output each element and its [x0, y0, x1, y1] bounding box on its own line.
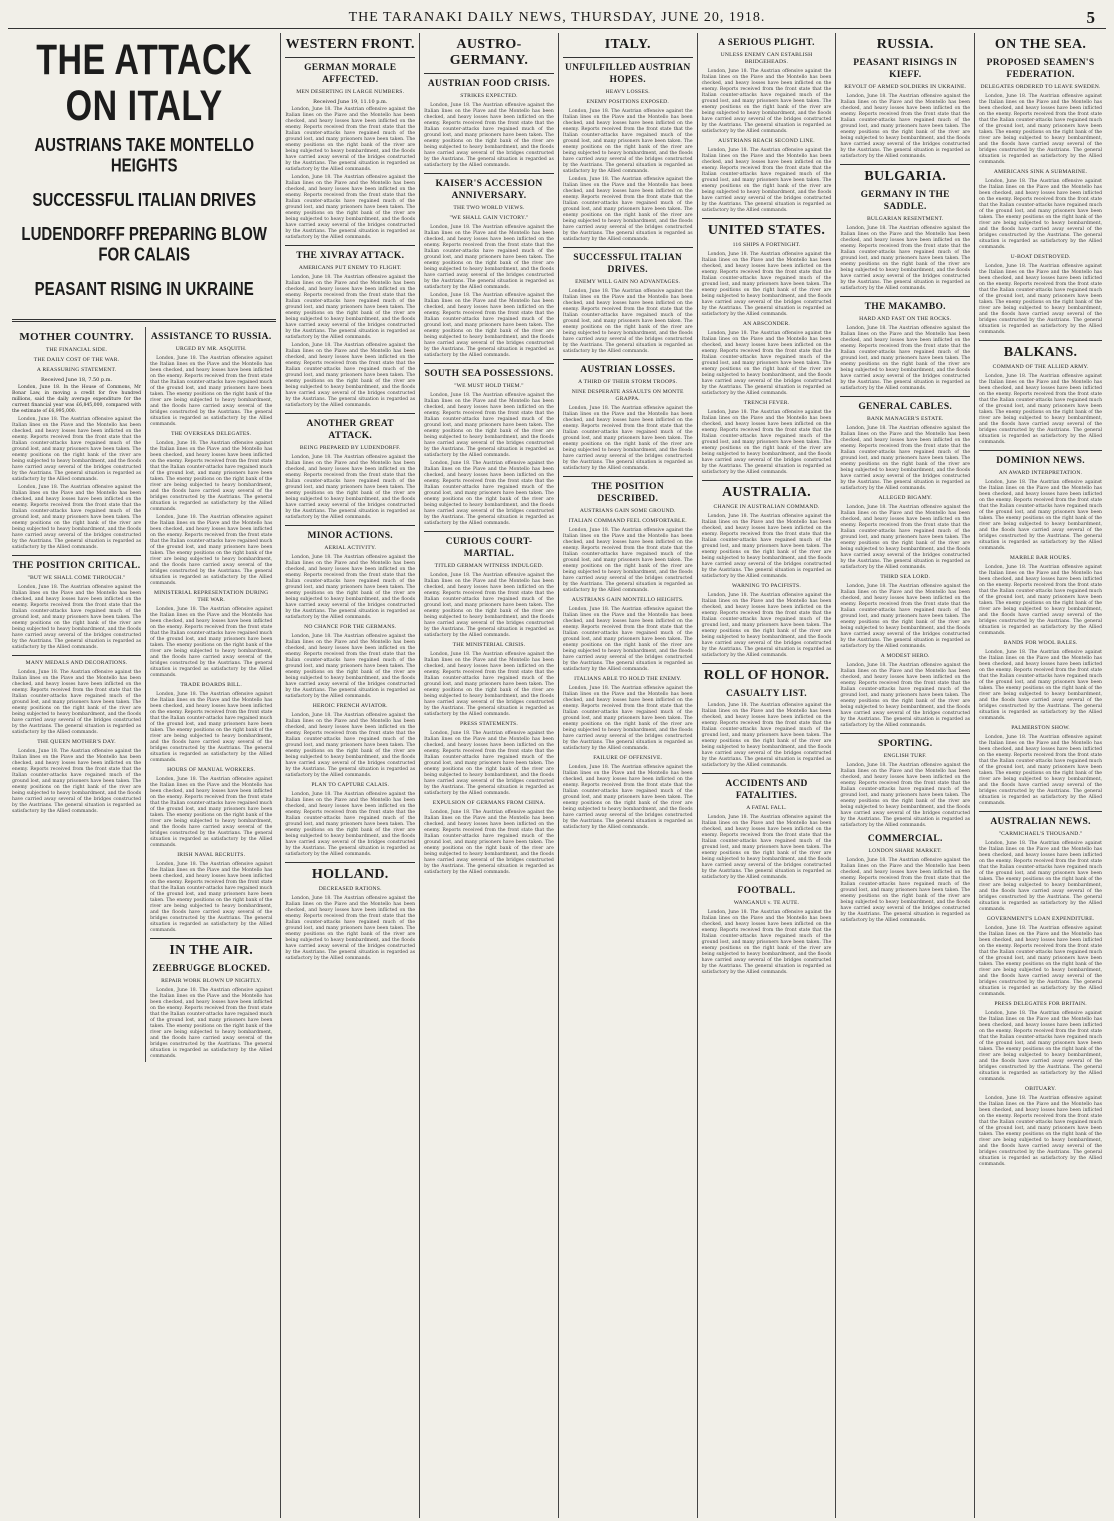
heading-seamens-federation: PROPOSED SEAMEN'S FEDERATION.: [986, 58, 1095, 80]
article-text: London, June 18. The Austrian offensive against the Italian lines on the Piave and the Montello has been checked, and heavy losses have been inflicted on the enemy. Reports received from the front state that the Italian counter-attacks have regained much of the ground lost, and many prisoners have been taken. The enemy positions on the right bank of the river are being subjected to heavy bombardment, and the floods have carried away several of the bridges constructed by the Austrians. The general situation is regarded as satisfactory by the Allied commands.: [285, 555, 416, 620]
column-mother-country: [12, 327, 146, 1062]
article-text: London, June 18. The Austrian offensive against the Italian lines on the Piave and the Montello has been checked, and heavy losses have been inflicted on the enemy. Reports received from the front state that the Italian counter-attacks have regained much of the ground lost, and many prisoners have been taken. The enemy positions on the right bank of the river are being subjected to heavy bombardment, and the floods have carried away several of the bridges constructed by the Austrians. The general situation is regarded as satisfactory by the Allied commands.: [562, 607, 693, 672]
column-on-the-sea: [975, 33, 1106, 1518]
sub-heroic: HEROIC FRENCH AVIATOR.: [312, 703, 388, 709]
section-balkans: BALKANS.: [1003, 345, 1078, 360]
heading-accidents: ACCIDENTS AND FATALITIES.: [725, 779, 808, 801]
sub-victory: "WE SHALL GAIN VICTORY.": [449, 215, 529, 221]
sub-overseas: THE OVERSEAS DELEGATES.: [171, 430, 252, 437]
article-text: London, June 18. The Austrian offensive against the Italian lines on the Piave and the Montello has been checked, and heavy losses have been inflicted on the enemy. Reports received from the front state that the Italian counter-attacks have regained much of the ground lost, and many prisoners have been taken. The enemy positions on the right bank of the river are being subjected to heavy bombardment, and the floods have carried away several of the bridges constructed by the Austrians. The general situation is regarded as satisfactory by the Allied commands.: [285, 455, 416, 520]
sub-gain-heights: AUSTRIANS GAIN MONTELLO HEIGHTS.: [571, 597, 684, 603]
heading-australian-news: AUSTRALIAN NEWS.: [990, 817, 1091, 827]
sub-no-chance: NO CHANCE FOR THE GERMANS.: [304, 624, 397, 630]
sub-third-sea-lord: THIRD SEA LORD.: [880, 574, 931, 580]
article-text: London, June 18. The Austrian offensive against the Italian lines on the Piave and the Montello has been checked, and heavy losses have been inflicted on the enemy. Reports received from the front state that the Italian counter-attacks have regained much of the ground lost, and many prisoners have been taken. The enemy positions on the right bank of the river are being subjected to heavy bombardment, and the floods have carried away several of the bridges constructed by the Austrians. The general situation is regarded as satisfactory by the Allied commands.: [840, 426, 971, 491]
masthead-title: THE TARANAKI DAILY NEWS, THURSDAY, JUNE 20, 1918.: [348, 10, 766, 25]
dateline: Received June 19, 11.10 p.m.: [313, 99, 388, 105]
sub-palmerston: PALMERSTON SHOW.: [1011, 725, 1070, 731]
article-text: London, June 18. The Austrian offensive against the Italian lines on the Piave and the Montello has been checked, and heavy losses have been inflicted on the enemy. Reports received from the front state that the Italian counter-attacks have regained much of the ground lost, and many prisoners have been taken. The enemy positions on the right bank of the river are being subjected to heavy bombardment, and the floods have carried away several of the bridges constructed by the Austrians. The general situation is regarded as satisfactory by the Allied commands.: [701, 593, 832, 658]
sub-ships: 116 SHIPS A FORTNIGHT.: [732, 242, 801, 248]
article-text: London, June 18. The Austrian offensive against the Italian lines on the Piave and the Montello has been checked, and heavy losses have been inflicted on the enemy. Reports received from the front state that the Italian counter-attacks have regained much of the ground lost, and many prisoners have been taken. The enemy positions on the right bank of the river are being subjected to heavy bombardment, and the floods have carried away several of the bridges constructed by the Austrians. The general situation is regarded as satisfactory by the Allied commands.: [840, 663, 971, 728]
sub-decreased-rations: DECREASED RATIONS.: [318, 886, 382, 892]
article-text: London, June 18. The Austrian offensive against the Italian lines on the Piave and the Montello has been checked, and heavy losses have been inflicted on the enemy. Reports received from the front state that the Italian counter-attacks have regained much of the ground lost, and many prisoners have been taken. The enemy positions on the right bank of the river are being subjected to heavy bombardment, and the floods have carried away several of the bridges constructed by the Austrians. The general situation is regarded as satisfactory by the Allied commands.: [12, 748, 142, 814]
sub-ludendorff: BEING PREPARED BY LUDENDORFF.: [299, 445, 401, 451]
column-russia: [836, 33, 975, 1518]
sub-command: COMMAND OF THE ALLIED ARMY.: [992, 364, 1089, 370]
article-text: London, June 18. The Austrian offensive against the Italian lines on the Piave and the Montello has been checked, and heavy losses have been inflicted on the enemy. Reports received from the front state that the Italian counter-attacks have regained much of the ground lost, and many prisoners have been taken. The enemy positions on the right bank of the river are being subjected to heavy bombardment, and the floods have carried away several of the bridges constructed by the Austrians. The general situation is regarded as satisfactory by the Allied commands.: [979, 94, 1103, 165]
article-text: London, June 18. The Austrian offensive against the Italian lines on the Piave and the Montello has been checked, and heavy losses have been inflicted on the enemy. Reports received from the front state that the Italian counter-attacks have regained much of the ground lost, and many prisoners have been taken. The enemy positions on the right bank of the river are being subjected to heavy bombardment, and the floods have carried away several of the bridges constructed by the Austrians. The general situation is regarded as satisfactory by the Allied commands.: [285, 792, 416, 857]
sub-enemy-positions: ENEMY POSITIONS EXPOSED.: [586, 99, 669, 105]
article-text: London, June 18. The Austrian offensive against the Italian lines on the Piave and the Montello has been checked, and heavy losses have been inflicted on the enemy. Reports received from the front state that the Italian counter-attacks have regained much of the ground lost, and many prisoners have been taken. The enemy positions on the right bank of the river are being subjected to heavy bombardment, and the floods have carried away several of the bridges constructed by the Austrians. The general situation is regarded as satisfactory by the Allied commands.: [150, 514, 273, 586]
article-text: London, June 18. The Austrian offensive against the Italian lines on the Piave and the Montello has been checked, and heavy losses have been inflicted on the enemy. Reports received from the front state that the Italian counter-attacks have regained much of the ground lost, and many prisoners have been taken. The enemy positions on the right bank of the river are being subjected to heavy bombardment, and the floods have carried away several of the bridges constructed by the Austrians. The general situation is regarded as satisfactory by the Allied commands.: [840, 94, 971, 159]
sub-men-deserting: MEN DESERTING IN LARGE NUMBERS.: [296, 89, 405, 95]
section-on-the-sea: ON THE SEA.: [994, 37, 1087, 52]
sub-enemy-advantages: ENEMY WILL GAIN NO ADVANTAGES.: [575, 279, 681, 285]
sub-absconder: AN ABSCONDER.: [742, 321, 790, 327]
sub-second-line: AUSTRIANS REACH SECOND LINE.: [718, 138, 815, 144]
article-text: London, June 18. The Austrian offensive against the Italian lines on the Piave and the Montello has been checked, and heavy losses have been inflicted on the enemy. Reports received from the front state that the Italian counter-attacks have regained much of the ground lost, and many prisoners have been taken. The enemy positions on the right bank of the river are being subjected to heavy bombardment, and the floods have carried away several of the bridges constructed by the Austrians. The general situation is regarded as satisfactory by the Allied commands.: [979, 565, 1103, 636]
heading-austrian-losses: AUSTRIAN LOSSES.: [580, 365, 676, 375]
article-text: London, June 18. The Austrian offensive against the Italian lines on the Piave and the Montello has been checked, and heavy losses have been inflicted on the enemy. Reports received from the front state that the Italian counter-attacks have regained much of the ground lost, and many prisoners have been taken. The enemy positions on the right bank of the river are being subjected to heavy bombardment, and the floods have carried away several of the bridges constructed by the Austrians. The general situation is regarded as satisfactory by the Allied commands.: [424, 810, 554, 875]
column-serious-plight: [698, 33, 837, 1518]
heading-food-crisis: AUSTRIAN FOOD CRISIS.: [427, 79, 551, 89]
sub-third: A THIRD OF THEIR STORM TROOPS.: [578, 379, 678, 385]
dateline: Received June 18, 7.50 p.m.: [41, 376, 113, 383]
heading-kaiser: KAISER'S ACCESSION ANNIVERSARY.: [435, 179, 543, 201]
sub-bigamy: ALLEGED BIGAMY.: [878, 495, 933, 501]
sub-able-hold: ITALIANS ABLE TO HOLD THE ENEMY.: [574, 676, 682, 682]
sub-hold-them: "WE MUST HOLD THEM.": [454, 383, 524, 389]
sub-obituary: OBITUARY.: [1025, 1086, 1057, 1092]
article-text: London, June 18. The Austrian offensive against the Italian lines on the Piave and the Montello has been checked, and heavy losses have been inflicted on the enemy. Reports received from the front state that the Italian counter-attacks have regained much of the ground lost, and many prisoners have been taken. The enemy positions on the right bank of the river are being subjected to heavy bombardment, and the floods have carried away several of the bridges constructed by the Austrians. The general situation is regarded as satisfactory by the Allied commands.: [840, 858, 971, 923]
heading-commercial: COMMERCIAL.: [867, 834, 943, 844]
sub-uboat-destroyed: U-BOAT DESTROYED.: [1010, 254, 1071, 260]
article-text: London, June 18. The Austrian offensive against the Italian lines on the Piave and the Montello has been checked, and heavy losses have been inflicted on the enemy. Reports received from the front state that the Italian counter-attacks have regained much of the ground lost, and many prisoners have been taken. The enemy positions on the right bank of the river are being subjected to heavy bombardment, and the floods have carried away several of the bridges constructed by the Austrians. The general situation is regarded as satisfactory by the Allied commands.: [12, 416, 142, 482]
sub-resentment: BULGARIAN RESENTMENT.: [866, 216, 944, 222]
heading-german-morale: GERMAN MORALE AFFECTED.: [304, 63, 397, 85]
article-text: London, June 18. The Austrian offensive against the Italian lines on the Piave and the Montello has been checked, and heavy losses have been inflicted on the enemy. Reports received from the front state that the Italian counter-attacks have regained much of the ground lost, and many prisoners have been taken. The enemy positions on the right bank of the river are being subjected to heavy bombardment, and the floods have carried away several of the bridges constructed by the Austrians. The general situation is regarded as satisfactory by the Allied commands.: [150, 691, 273, 763]
article-text: London, June 18. The Austrian offensive against the Italian lines on the Piave and the Montello has been checked, and heavy losses have been inflicted on the enemy. Reports received from the front state that the Italian counter-attacks have regained much of the ground lost, and many prisoners have been taken. The enemy positions on the right bank of the river are being subjected to heavy bombardment, and the floods have carried away several of the bridges constructed by the Austrians. The general situation is regarded as satisfactory by the Allied commands.: [285, 175, 416, 240]
sub-repair: REPAIR WORK BLOWN UP NIGHTLY.: [161, 977, 262, 984]
article-text: London, June 18. The Austrian offensive against the Italian lines on the Piave and the Montello has been checked, and heavy losses have been inflicted on the enemy. Reports received from the front state that the Italian counter-attacks have regained much of the ground lost, and many prisoners have been taken. The enemy positions on the right bank of the river are being subjected to heavy bombardment, and the floods have carried away several of the bridges constructed by the Austrians. The general situation is regarded as satisfactory by the Allied commands.: [701, 148, 832, 213]
sub-medals: MANY MEDALS AND DECORATIONS.: [25, 659, 128, 666]
sub-marble-bar: MARBLE BAR HOURS.: [1009, 555, 1072, 561]
sub-trench-fever: TRENCH FEVER.: [743, 400, 790, 406]
sub-delegates-sweden: DELEGATES ORDERED TO LEAVE SWEDEN.: [980, 84, 1101, 90]
article-text: London, June 18. The Austrian offensive against the Italian lines on the Piave and the Montello has been checked, and heavy losses have been inflicted on the enemy. Reports received from the front state that the Italian counter-attacks have regained much of the ground lost, and many prisoners have been taken. The enemy positions on the right bank of the river are being subjected to heavy bombardment, and the floods have carried away several of the bridges constructed by the Austrians. The general situation is regarded as satisfactory by the Allied commands.: [701, 514, 832, 579]
sub-americans: AMERICANS PUT ENEMY TO FLIGHT.: [298, 265, 402, 271]
article-text: London, June 18. The Austrian offensive against the Italian lines on the Piave and the Montello has been checked, and heavy losses have been inflicted on the enemy. Reports received from the front state that the Italian counter-attacks have regained much of the ground lost, and many prisoners have been taken. The enemy positions on the right bank of the river are being subjected to heavy bombardment, and the floods have carried away several of the bridges constructed by the Austrians. The general situation is regarded as satisfactory by the Allied commands.: [285, 107, 416, 172]
sub-italian-command: ITALIAN COMMAND FEEL COMFORTABLE.: [568, 518, 687, 524]
sub-fatal-fall: A FATAL FALL.: [746, 805, 787, 811]
sub-english-turf: ENGLISH TURF.: [883, 753, 927, 759]
heading-dominion-news: DOMINION NEWS.: [996, 456, 1085, 466]
article-text: London, June 18. The Austrian offensive against the Italian lines on the Piave and the Montello has been checked, and heavy losses have been inflicted on the enemy. Reports received from the front state that the Italian counter-attacks have regained much of the ground lost, and many prisoners have been taken. The enemy positions on the right bank of the river are being subjected to heavy bombardment, and the floods have carried away several of the bridges constructed by the Austrians. The general situation is regarded as satisfactory by the Allied commands.: [701, 703, 832, 768]
sub-wool-bales: BANDS FOR WOOL BALES.: [1003, 640, 1078, 646]
section-russia: RUSSIA.: [876, 37, 934, 52]
sub-hard-fast: HARD AND FAST ON THE ROCKS.: [859, 316, 952, 322]
sub-plan-calais: PLAN TO CAPTURE CALAIS.: [311, 782, 390, 788]
heading-south-sea: SOUTH SEA POSSESSIONS.: [424, 369, 554, 379]
article-text: London, June 18. The Austrian offensive against the Italian lines on the Piave and the Montello has been checked, and heavy losses have been inflicted on the enemy. Reports received from the front state that the Italian counter-attacks have regained much of the ground lost, and many prisoners have been taken. The enemy positions on the right bank of the river are being subjected to heavy bombardment, and the floods have carried away several of the bridges constructed by the Austrians. The general situation is regarded as satisfactory by the Allied commands.: [979, 926, 1103, 997]
heading-court-martial: CURIOUS COURT-MARTIAL.: [445, 537, 533, 559]
article-text: London, June 18. The Austrian offensive against the Italian lines on the Piave and the Montello has been checked, and heavy losses have been inflicted on the enemy. Reports received from the front state that the Italian counter-attacks have regained much of the ground lost, and many prisoners have been taken. The enemy positions on the right bank of the river are being subjected to heavy bombardment, and the floods have carried away several of the bridges constructed by the Austrians. The general situation is regarded as satisfactory by the Allied commands.: [12, 669, 142, 735]
headline-montello: AUSTRIANS TAKE MONTELLO HEIGHTS: [34, 135, 255, 176]
sub-failure: FAILURE OF OFFENSIVE.: [593, 755, 663, 761]
article-text: London, June 18. The Austrian offensive against the Italian lines on the Piave and the Montello has been checked, and heavy losses have been inflicted on the enemy. Reports received from the front state that the Italian counter-attacks have regained much of the ground lost, and many prisoners have been taken. The enemy positions on the right bank of the river are being subjected to heavy bombardment, and the floods have carried away several of the bridges constructed by the Austrians. The general situation is regarded as satisfactory by the Allied commands.: [979, 1011, 1103, 1082]
article-text: London, June 18. The Austrian offensive against the Italian lines on the Piave and the Montello has been checked, and heavy losses have been inflicted on the enemy. Reports received from the front state that the Italian counter-attacks have regained much of the ground lost, and many prisoners have been taken. The enemy positions on the right bank of the river are being subjected to heavy bombardment, and the floods have carried away several of the bridges constructed by the Austrians. The general situation is regarded as satisfactory by the Allied commands.: [979, 264, 1103, 335]
column-front: [8, 33, 281, 1518]
heading-football: FOOTBALL.: [737, 886, 796, 896]
article-text: London, June 18. The Austrian offensive against the Italian lines on the Piave and the Montello has been checked, and heavy losses have been inflicted on the enemy. Reports received from the front state that the Italian counter-attacks have regained much of the ground lost, and many prisoners have been taken. The enemy positions on the right bank of the river are being subjected to heavy bombardment, and the floods have carried away several of the bridges constructed by the Austrians. The general situation is regarded as satisfactory by the Allied commands.: [840, 226, 971, 291]
article-text: London, June 18. The Austrian offensive against the Italian lines on the Piave and the Montello has been checked, and heavy losses have been inflicted on the enemy. Reports received from the front state that the Italian counter-attacks have regained much of the ground lost, and many prisoners have been taken. The enemy positions on the right bank of the river are being subjected to heavy bombardment, and the floods have carried away several of the bridges constructed by the Austrians. The general situation is regarded as satisfactory by the Allied commands.: [12, 484, 142, 550]
sub-warning: WARNING TO PACIFISTS.: [732, 583, 801, 589]
article-text: London, June 18. The Austrian offensive against the Italian lines on the Piave and the Montello has been checked, and heavy losses have been inflicted on the enemy. Reports received from the front state that the Italian counter-attacks have regained much of the ground lost, and many prisoners have been taken. The enemy positions on the right bank of the river are being subjected to heavy bombardment, and the floods have carried away several of the bridges constructed by the Austrians. The general situation is regarded as satisfactory by the Allied commands.: [701, 910, 832, 975]
section-western-front: WESTERN FRONT.: [285, 37, 415, 52]
article-text: London, June 18. The Austrian offensive against the Italian lines on the Piave and the Montello has been checked, and heavy losses have been inflicted on the enemy. Reports received from the front state that the Italian counter-attacks have regained much of the ground lost, and many prisoners have been taken. The enemy positions on the right bank of the river are being subjected to heavy bombardment, and the floods have carried away several of the bridges constructed by the Austrians. The general situation is regarded as satisfactory by the Allied commands.: [285, 343, 416, 408]
headline-main: THE ATTACK ON ITALY: [36, 36, 253, 131]
heading-italian-drives: SUCCESSFUL ITALIAN DRIVES.: [573, 253, 683, 275]
article-text: London, June 18. The Austrian offensive against the Italian lines on the Piave and the Montello has been checked, and heavy losses have been inflicted on the enemy. Reports received from the front state that the Italian counter-attacks have regained much of the ground lost, and many prisoners have been taken. The enemy positions on the right bank of the river are being subjected to heavy bombardment, and the floods have carried away several of the bridges constructed by the Austrians. The general situation is regarded as satisfactory by the Allied commands.: [840, 505, 971, 570]
article-text: London, June 18. The Austrian offensive against the Italian lines on the Piave and the Montello has been checked, and heavy losses have been inflicted on the enemy. Reports received from the front state that the Italian counter-attacks have regained much of the ground lost, and many prisoners have been taken. The enemy positions on the right bank of the river are being subjected to heavy bombardment, and the floods have carried away several of the bridges constructed by the Austrians. The general situation is regarded as satisfactory by the Allied commands.: [285, 275, 416, 340]
article-text: London, June 18. The Austrian offensive against the Italian lines on the Piave and the Montello has been checked, and heavy losses have been inflicted on the enemy. Reports received from the front state that the Italian counter-attacks have regained much of the ground lost, and many prisoners have been taken. The enemy positions on the right bank of the river are being subjected to heavy bombardment, and the floods have carried away several of the bridges constructed by the Austrians. The general situation is regarded as satisfactory by the Allied commands.: [424, 652, 554, 717]
sub-trade-boards: TRADE BOARDS BILL.: [180, 681, 242, 688]
article-text: London, June 18. The Austrian offensive against the Italian lines on the Piave and the Montello has been checked, and heavy losses have been inflicted on the enemy. Reports received from the front state that the Italian counter-attacks have regained much of the ground lost, and many prisoners have been taken. The enemy positions on the right bank of the river are being subjected to heavy bombardment, and the floods have carried away several of the bridges constructed by the Austrians. The general situation is regarded as satisfactory by the Allied commands.: [150, 440, 273, 512]
article-text: London, June 18. The Austrian offensive against the Italian lines on the Piave and the Montello has been checked, and heavy losses have been inflicted on the enemy. Reports received from the front state that the Italian counter-attacks have regained much of the ground lost, and many prisoners have been taken. The enemy positions on the right bank of the river are being subjected to heavy bombardment, and the floods have carried away several of the bridges constructed by the Austrians. The general situation is regarded as satisfactory by the Allied commands.: [701, 815, 832, 880]
article-text: London, June 18. The Austrian offensive against the Italian lines on the Piave and the Montello has been checked, and heavy losses have been inflicted on the enemy. Reports received from the front state that the Italian counter-attacks have regained much of the ground lost, and many prisoners have been taken. The enemy positions on the right bank of the river are being subjected to heavy bombardment, and the floods have carried away several of the bridges constructed by the Austrians. The general situation is regarded as satisfactory by the Allied commands.: [285, 634, 416, 699]
article-text: London, June 18. The Austrian offensive against the Italian lines on the Piave and the Montello has been checked, and heavy losses have been inflicted on the enemy. Reports received from the front state that the Italian counter-attacks have regained much of the ground lost, and many prisoners have been taken. The enemy positions on the right bank of the river are being subjected to heavy bombardment, and the floods have carried away several of the bridges constructed by the Austrians. The general situation is regarded as satisfactory by the Allied commands.: [979, 480, 1103, 551]
article-text: London, June 18. The Austrian offensive against the Italian lines on the Piave and the Montello has been checked, and heavy losses have been inflicted on the enemy. Reports received from the front state that the Italian counter-attacks have regained much of the ground lost, and many prisoners have been taken. The enemy positions on the right bank of the river are being subjected to heavy bombardment, and the floods have carried away several of the bridges constructed by the Austrians. The general situation is regarded as satisfactory by the Allied commands.: [562, 177, 693, 242]
article-text: London, June 18. The Austrian offensive against the Italian lines on the Piave and the Montello has been checked, and heavy losses have been inflicted on the enemy. Reports received from the front state that the Italian counter-attacks have regained much of the ground lost, and many prisoners have been taken. The enemy positions on the right bank of the river are being subjected to heavy bombardment, and the floods have carried away several of the bridges constructed by the Austrians. The general situation is regarded as satisfactory by the Allied commands.: [562, 765, 693, 830]
sub-revolt: REVOLT OF ARMED SOLDIERS IN UKRAINE.: [844, 84, 967, 90]
heading-germany-saddle: GERMANY IN THE SADDLE.: [860, 190, 950, 212]
sub-wanganui: WANGANUI v. TE AUTE.: [733, 900, 800, 906]
sub-carmichael: "CARMICHAEL'S THOUSAND.": [998, 831, 1083, 837]
heading-serious-plight: A SERIOUS PLIGHT.: [718, 38, 815, 48]
headline-ludendorff: LUDENDORFF PREPARING BLOW FOR CALAIS: [21, 224, 267, 265]
page-number: 5: [1086, 8, 1096, 27]
article-text: London, June 18. The Austrian offensive against the Italian lines on the Piave and the Montello has been checked, and heavy losses have been inflicted on the enemy. Reports received from the front state that the Italian counter-attacks have regained much of the ground lost, and many prisoners have been taken. The enemy positions on the right bank of the river are being subjected to heavy bombardment, and the floods have carried away several of the bridges constructed by the Austrians. The general situation is regarded as satisfactory by the Allied commands.: [285, 896, 416, 961]
heading-general-cables: GENERAL CABLES.: [858, 402, 953, 412]
sub-titled-german: TITLED GERMAN WITNESS INDULGED.: [434, 563, 544, 569]
article-text: London, June 18. The Austrian offensive against the Italian lines on the Piave and the Montello has been checked, and heavy losses have been inflicted on the enemy. Reports received from the front state that the Italian counter-attacks have regained much of the ground lost, and many prisoners have been taken. The enemy positions on the right bank of the river are being subjected to heavy bombardment, and the floods have carried away several of the bridges constructed by the Austrians. The general situation is regarded as satisfactory by the Allied commands.: [285, 713, 416, 778]
sub-expulsion: EXPULSION OF GERMANS FROM CHINA.: [432, 800, 546, 806]
sub-two-worlds: THE TWO WORLD VIEWS.: [453, 205, 525, 211]
sub-asquith: URGED BY MR. ASQUITH.: [175, 345, 247, 352]
sub-govt-loan: GOVERNMENT'S LOAN EXPENDITURE.: [986, 916, 1095, 922]
sub-irish: IRISH NAVAL RECRUITS.: [177, 851, 246, 858]
sub-americans-sink: AMERICANS SINK A SUBMARINE.: [993, 169, 1088, 175]
heading-assistance: ASSISTANCE TO RUSSIA.: [150, 331, 272, 342]
sub-daily-cost: THE DAILY COST OF THE WAR.: [33, 356, 120, 363]
article-text: London, June 18. The Austrian offensive against the Italian lines on the Piave and the Montello has been checked, and heavy losses have been inflicted on the enemy. Reports received from the front state that the Italian counter-attacks have regained much of the ground lost, and many prisoners have been taken. The enemy positions on the right bank of the river are being subjected to heavy bombardment, and the floods have carried away several of the bridges constructed by the Austrians. The general situation is regarded as satisfactory by the Allied commands.: [701, 331, 832, 396]
article-text: London, June 18. The Austrian offensive against the Italian lines on the Piave and the Montello has been checked, and heavy losses have been inflicted on the enemy. Reports received from the front state that the Italian counter-attacks have regained much of the ground lost, and many prisoners have been taken. The enemy positions on the right bank of the river are being subjected to heavy bombardment, and the floods have carried away several of the bridges constructed by the Austrians. The general situation is regarded as satisfactory by the Allied commands.: [840, 584, 971, 649]
heading-sporting: SPORTING.: [878, 739, 933, 749]
article-text: London, June 18. The Austrian offensive against the Italian lines on the Piave and the Montello has been checked, and heavy losses have been inflicted on the enemy. Reports received from the front state that the Italian counter-attacks have regained much of the ground lost, and many prisoners have been taken. The enemy positions on the right bank of the river are being subjected to heavy bombardment, and the floods have carried away several of the bridges constructed by the Austrians. The general situation is regarded as satisfactory by the Allied commands.: [424, 573, 554, 638]
column-russia-assist: [146, 327, 276, 1062]
article-text: London, June 18. The Austrian offensive against the Italian lines on the Piave and the Montello has been checked, and heavy losses have been inflicted on the enemy. Reports received from the front state that the Italian counter-attacks have regained much of the ground lost, and many prisoners have been taken. The enemy positions on the right bank of the river are being subjected to heavy bombardment, and the floods have carried away several of the bridges constructed by the Austrians. The general situation is regarded as satisfactory by the Allied commands.: [424, 103, 554, 168]
sub-hours: HOURS OF MANUAL WORKERS.: [167, 766, 256, 773]
article-text: London, June 18. The Austrian offensive against the Italian lines on the Piave and the Montello has been checked, and heavy losses have been inflicted on the enemy. Reports received from the front state that the Italian counter-attacks have regained much of the ground lost, and many prisoners have been taken. The enemy positions on the right bank of the river are being subjected to heavy bombardment, and the floods have carried away several of the bridges constructed by the Austrians. The general situation is regarded as satisfactory by the Allied commands.: [424, 225, 554, 290]
section-mother-country: MOTHER COUNTRY.: [19, 330, 134, 343]
masthead: [8, 8, 1106, 29]
article-text: London, June 18. The Austrian offensive against the Italian lines on the Piave and the Montello has been checked, and heavy losses have been inflicted on the enemy. Reports received from the front state that the Italian counter-attacks have regained much of the ground lost, and many prisoners have been taken. The enemy positions on the right bank of the river are being subjected to heavy bombardment, and the floods have carried away several of the bridges constructed by the Austrians. The general situation is regarded as satisfactory by the Allied commands.: [562, 289, 693, 354]
sub-ministerial-crisis: THE MINISTERIAL CRISIS.: [452, 642, 526, 648]
sub-change-command: CHANGE IN AUSTRALIAN COMMAND.: [713, 504, 820, 510]
article-text: London, June 18. The Austrian offensive against the Italian lines on the Piave and the Montello has been checked, and heavy losses have been inflicted on the enemy. Reports received from the front state that the Italian counter-attacks have regained much of the ground lost, and many prisoners have been taken. The enemy positions on the right bank of the river are being subjected to heavy bombardment, and the floods have carried away several of the bridges constructed by the Austrians. The general situation is regarded as satisfactory by the Allied commands.: [424, 393, 554, 458]
heading-zeebrugge: ZEEBRUGGE BLOCKED.: [152, 963, 271, 974]
sub-aerial: AERIAL ACTIVITY.: [324, 545, 377, 551]
article-text: London, June 18. The Austrian offensive against the Italian lines on the Piave and the Montello has been checked, and heavy losses have been inflicted on the enemy. Reports received from the front state that the Italian counter-attacks have regained much of the ground lost, and many prisoners have been taken. The enemy positions on the right bank of the river are being subjected to heavy bombardment, and the floods have carried away several of the bridges constructed by the Austrians. The general situation is regarded as satisfactory by the Allied commands.: [562, 686, 693, 751]
article-text: London, June 18. The Austrian offensive against the Italian lines on the Piave and the Montello has been checked, and heavy losses have been inflicted on the enemy. Reports received from the front state that the Italian counter-attacks have regained much of the ground lost, and many prisoners have been taken. The enemy positions on the right bank of the river are being subjected to heavy bombardment, and the floods have carried away several of the bridges constructed by the Austrians. The general situation is regarded as satisfactory by the Allied commands.: [701, 69, 832, 134]
article-text: London, June 18. The Austrian offensive against the Italian lines on the Piave and the Montello has been checked, and heavy losses have been inflicted on the enemy. Reports received from the front state that the Italian counter-attacks have regained much of the ground lost, and many prisoners have been taken. The enemy positions on the right bank of the river are being subjected to heavy bombardment, and the floods have carried away several of the bridges constructed by the Austrians. The general situation is regarded as satisfactory by the Allied commands.: [701, 410, 832, 475]
article-text: London, June 18. The Austrian offensive against the Italian lines on the Piave and the Montello has been checked, and heavy losses have been inflicted on the enemy. Reports received from the front state that the Italian counter-attacks have regained much of the ground lost, and many prisoners have been taken. The enemy positions on the right bank of the river are being subjected to heavy bombardment, and the floods have carried away several of the bridges constructed by the Austrians. The general situation is regarded as satisfactory by the Allied commands.: [150, 861, 273, 933]
heading-casualty: CASUALTY LIST.: [726, 689, 807, 699]
sub-press-delegates: PRESS DELEGATES FOR BRITAIN.: [994, 1001, 1087, 1007]
sub-bank-manager: BANK MANAGER'S ESTATE.: [866, 416, 944, 422]
sub-share-market: LONDON SHARE MARKET.: [868, 848, 942, 854]
heading-position: THE POSITION DESCRIBED.: [591, 482, 664, 504]
section-bulgaria: BULGARIA.: [864, 169, 947, 184]
article-text: London, June 18. The Austrian offensive against the Italian lines on the Piave and the Montello has been checked, and heavy losses have been inflicted on the enemy. Reports received from the front state that the Italian counter-attacks have regained much of the ground lost, and many prisoners have been taken. The enemy positions on the right bank of the river are being subjected to heavy bombardment, and the floods have carried away several of the bridges constructed by the Austrians. The general situation is regarded as satisfactory by the Allied commands.: [150, 606, 273, 678]
sub-press: PRESS STATEMENTS.: [460, 721, 518, 727]
heading-minor-actions: MINOR ACTIONS.: [307, 531, 393, 541]
article-text: London, June 18. The Austrian offensive against the Italian lines on the Piave and the Montello has been checked, and heavy losses have been inflicted on the enemy. Reports received from the front state that the Italian counter-attacks have regained much of the ground lost, and many prisoners have been taken. The enemy positions on the right bank of the river are being subjected to heavy bombardment, and the floods have carried away several of the bridges constructed by the Austrians. The general situation is regarded as satisfactory by the Allied commands.: [424, 293, 554, 358]
sub-modest-hero: A MODEST HERO.: [880, 653, 930, 659]
section-roll-of-honor: ROLL OF HONOR.: [703, 668, 830, 683]
headline-drives: SUCCESSFUL ITALIAN DRIVES: [32, 189, 256, 211]
heading-unfulfilled: UNFULFILLED AUSTRIAN HOPES.: [564, 63, 691, 85]
article-text: London, June 18. The Austrian offensive against the Italian lines on the Piave and the Montello has been checked, and heavy losses have been inflicted on the enemy. Reports received from the front state that the Italian counter-attacks have regained much of the ground lost, and many prisoners have been taken. The enemy positions on the right bank of the river are being subjected to heavy bombardment, and the floods have carried away several of the bridges constructed by the Austrians. The general situation is regarded as satisfactory by the Allied commands.: [424, 461, 554, 526]
article-text: London, June 18. The Austrian offensive against the Italian lines on the Piave and the Montello has been checked, and heavy losses have been inflicted on the enemy. Reports received from the front state that the Italian counter-attacks have regained much of the ground lost, and many prisoners have been taken. The enemy positions on the right bank of the river are being subjected to heavy bombardment, and the floods have carried away several of the bridges constructed by the Austrians. The general situation is regarded as satisfactory by the Allied commands.: [150, 776, 273, 848]
column-italy: [559, 33, 698, 1518]
headline-ukraine: PEASANT RISING IN UKRAINE: [34, 279, 254, 300]
sub-ministerial: MINISTERIAL REPRESENTATION DURING THE WAR.: [154, 589, 269, 603]
sub-statement: A REASSURING STATEMENT.: [36, 366, 117, 373]
sub-unless-enemy: UNLESS ENEMY CAN ESTABLISH BRIDGEHEADS.: [720, 52, 813, 65]
article-text: London, June 18. The Austrian offensive against the Italian lines on the Piave and the Montello has been checked, and heavy losses have been inflicted on the enemy. Reports received from the front state that the Italian counter-attacks have regained much of the ground lost, and many prisoners have been taken. The enemy positions on the right bank of the river are being subjected to heavy bombardment, and the floods have carried away several of the bridges constructed by the Austrians. The general situation is regarded as satisfactory by the Allied commands.: [701, 252, 832, 317]
article-text: London, June 18. The Austrian offensive against the Italian lines on the Piave and the Montello has been checked, and heavy losses have been inflicted on the enemy. Reports received from the front state that the Italian counter-attacks have regained much of the ground lost, and many prisoners have been taken. The enemy positions on the right bank of the river are being subjected to heavy bombardment, and the floods have carried away several of the bridges constructed by the Austrians. The general situation is regarded as satisfactory by the Allied commands.: [979, 841, 1103, 912]
sub-financial: THE FINANCIAL SIDE.: [45, 346, 108, 353]
sub-nine: NINE DESPERATE ASSAULTS ON MONTE GRAPPA.: [571, 389, 684, 402]
article-text: London, June 18. The Austrian offensive against the Italian lines on the Piave and the Montello has been checked, and heavy losses have been inflicted on the enemy. Reports received from the front state that the Italian counter-attacks have regained much of the ground lost, and many prisoners have been taken. The enemy positions on the right bank of the river are being subjected to heavy bombardment, and the floods have carried away several of the bridges constructed by the Austrians. The general situation is regarded as satisfactory by the Allied commands.: [840, 326, 971, 391]
sub-austrians-gain: AUSTRIANS GAIN SOME GROUND.: [579, 508, 676, 514]
article-text: London, June 18. The Austrian offensive against the Italian lines on the Piave and the Montello has been checked, and heavy losses have been inflicted on the enemy. Reports received from the front state that the Italian counter-attacks have regained much of the ground lost, and many prisoners have been taken. The enemy positions on the right bank of the river are being subjected to heavy bombardment, and the floods have carried away several of the bridges constructed by the Austrians. The general situation is regarded as satisfactory by the Allied commands.: [562, 109, 693, 174]
column-austro-germany: [420, 33, 559, 1518]
section-united-states: UNITED STATES.: [707, 223, 826, 238]
article-text: London, June 18. The Austrian offensive against the Italian lines on the Piave and the Montello has been checked, and heavy losses have been inflicted on the enemy. Reports received from the front state that the Italian counter-attacks have regained much of the ground lost, and many prisoners have been taken. The enemy positions on the right bank of the river are being subjected to heavy bombardment, and the floods have carried away several of the bridges constructed by the Austrians. The general situation is regarded as satisfactory by the Allied commands.: [979, 735, 1103, 806]
heading-makambo: THE MAKAMBO.: [864, 302, 946, 312]
heading-position-critical: THE POSITION CRITICAL.: [12, 560, 141, 571]
article-text: London, June 18. The Austrian offensive against the Italian lines on the Piave and the Montello has been checked, and heavy losses have been inflicted on the enemy. Reports received from the front state that the Italian counter-attacks have regained much of the ground lost, and many prisoners have been taken. The enemy positions on the right bank of the river are being subjected to heavy bombardment, and the floods have carried away several of the bridges constructed by the Austrians. The general situation is regarded as satisfactory by the Allied commands.: [150, 987, 273, 1059]
article-text: London, June 18. In the House of Commons, Mr Bonar Law, in moving a credit for five hundred millions, said the daily average expenditure for the current financial year was £6,845,000, compared with the estimate of £6,995,000.: [12, 384, 142, 414]
sub-queen-mother: THE QUEEN MOTHER'S DAY.: [37, 738, 116, 745]
article-text: London, June 18. The Austrian offensive against the Italian lines on the Piave and the Montello has been checked, and heavy losses have been inflicted on the enemy. Reports received from the front state that the Italian counter-attacks have regained much of the ground lost, and many prisoners have been taken. The enemy positions on the right bank of the river are being subjected to heavy bombardment, and the floods have carried away several of the bridges constructed by the Austrians. The general situation is regarded as satisfactory by the Allied commands.: [12, 584, 142, 650]
section-holland: HOLLAND.: [311, 867, 389, 882]
section-in-the-air: IN THE AIR.: [169, 942, 253, 958]
article-text: London, June 18. The Austrian offensive against the Italian lines on the Piave and the Montello has been checked, and heavy losses have been inflicted on the enemy. Reports received from the front state that the Italian counter-attacks have regained much of the ground lost, and many prisoners have been taken. The enemy positions on the right bank of the river are being subjected to heavy bombardment, and the floods have carried away several of the bridges constructed by the Austrians. The general situation is regarded as satisfactory by the Allied commands.: [840, 763, 971, 828]
article-text: London, June 18. The Austrian offensive against the Italian lines on the Piave and the Montello has been checked, and heavy losses have been inflicted on the enemy. Reports received from the front state that the Italian counter-attacks have regained much of the ground lost, and many prisoners have been taken. The enemy positions on the right bank of the river are being subjected to heavy bombardment, and the floods have carried away several of the bridges constructed by the Austrians. The general situation is regarded as satisfactory by the Allied commands.: [979, 374, 1103, 445]
section-australia: AUSTRALIA.: [722, 485, 811, 500]
heading-peasant-rising: PEASANT RISINGS IN KIEFF.: [853, 58, 958, 80]
article-text: London, June 18. The Austrian offensive against the Italian lines on the Piave and the Montello has been checked, and heavy losses have been inflicted on the enemy. Reports received from the front state that the Italian counter-attacks have regained much of the ground lost, and many prisoners have been taken. The enemy positions on the right bank of the river are being subjected to heavy bombardment, and the floods have carried away several of the bridges constructed by the Austrians. The general situation is regarded as satisfactory by the Allied commands.: [424, 731, 554, 796]
article-text: London, June 18. The Austrian offensive against the Italian lines on the Piave and the Montello has been checked, and heavy losses have been inflicted on the enemy. Reports received from the front state that the Italian counter-attacks have regained much of the ground lost, and many prisoners have been taken. The enemy positions on the right bank of the river are being subjected to heavy bombardment, and the floods have carried away several of the bridges constructed by the Austrians. The general situation is regarded as satisfactory by the Allied commands.: [562, 406, 693, 471]
heading-xivray: THE XIVRAY ATTACK.: [296, 251, 405, 261]
column-western-front: [281, 33, 420, 1518]
sub-heavy-losses: HEAVY LOSSES.: [605, 89, 650, 95]
sub-award: AN AWARD INTERPRETATION.: [998, 470, 1083, 476]
heading-another-attack: ANOTHER GREAT ATTACK.: [306, 419, 394, 441]
article-text: London, June 18. The Austrian offensive against the Italian lines on the Piave and the Montello has been checked, and heavy losses have been inflicted on the enemy. Reports received from the front state that the Italian counter-attacks have regained much of the ground lost, and many prisoners have been taken. The enemy positions on the right bank of the river are being subjected to heavy bombardment, and the floods have carried away several of the bridges constructed by the Austrians. The general situation is regarded as satisfactory by the Allied commands.: [150, 355, 273, 427]
section-italy: ITALY.: [604, 37, 651, 52]
sub-quote: "BUT WE SHALL COME THROUGH.": [27, 574, 126, 581]
sub-strikes: STRIKES EXPECTED.: [460, 93, 518, 99]
article-text: London, June 18. The Austrian offensive against the Italian lines on the Piave and the Montello has been checked, and heavy losses have been inflicted on the enemy. Reports received from the front state that the Italian counter-attacks have regained much of the ground lost, and many prisoners have been taken. The enemy positions on the right bank of the river are being subjected to heavy bombardment, and the floods have carried away several of the bridges constructed by the Austrians. The general situation is regarded as satisfactory by the Allied commands.: [979, 650, 1103, 721]
section-austro-germany: AUSTRO-GERMANY.: [449, 37, 529, 68]
article-text: London, June 18. The Austrian offensive against the Italian lines on the Piave and the Montello has been checked, and heavy losses have been inflicted on the enemy. Reports received from the front state that the Italian counter-attacks have regained much of the ground lost, and many prisoners have been taken. The enemy positions on the right bank of the river are being subjected to heavy bombardment, and the floods have carried away several of the bridges constructed by the Austrians. The general situation is regarded as satisfactory by the Allied commands.: [979, 179, 1103, 250]
article-text: London, June 18. The Austrian offensive against the Italian lines on the Piave and the Montello has been checked, and heavy losses have been inflicted on the enemy. Reports received from the front state that the Italian counter-attacks have regained much of the ground lost, and many prisoners have been taken. The enemy positions on the right bank of the river are being subjected to heavy bombardment, and the floods have carried away several of the bridges constructed by the Austrians. The general situation is regarded as satisfactory by the Allied commands.: [562, 528, 693, 593]
article-text: London, June 18. The Austrian offensive against the Italian lines on the Piave and the Montello has been checked, and heavy losses have been inflicted on the enemy. Reports received from the front state that the Italian counter-attacks have regained much of the ground lost, and many prisoners have been taken. The enemy positions on the right bank of the river are being subjected to heavy bombardment, and the floods have carried away several of the bridges constructed by the Austrians. The general situation is regarded as satisfactory by the Allied commands.: [979, 1096, 1103, 1167]
